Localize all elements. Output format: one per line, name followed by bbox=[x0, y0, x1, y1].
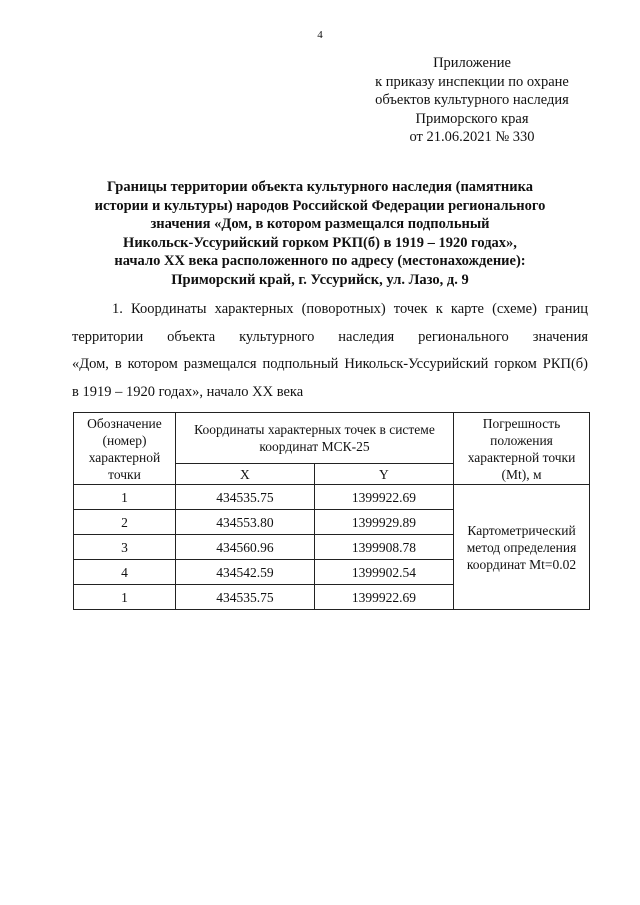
page-number: 4 bbox=[317, 29, 323, 41]
document-heading bbox=[60, 178, 580, 289]
paragraph-line: в 1919 – 1920 годах», начало XX века bbox=[72, 383, 304, 400]
appendix-line: к приказу инспекции по охране bbox=[375, 73, 569, 90]
heading-line: Границы территории объекта культурного наследия (памятника bbox=[106, 179, 533, 195]
cell-x: 434535.75 bbox=[175, 485, 314, 510]
body-paragraph bbox=[72, 296, 588, 406]
cell-y: 1399929.89 bbox=[314, 510, 453, 535]
cell-y: 1399902.54 bbox=[314, 560, 453, 585]
table-header-row bbox=[74, 413, 590, 464]
coordinates-table bbox=[73, 412, 590, 610]
heading-line: истории и культуры) народов Российской Федерации регионального bbox=[94, 197, 546, 214]
header-coordinates: Координаты характерных точек в системе координат МСК-25 bbox=[175, 413, 453, 464]
cell-y: 1399922.69 bbox=[314, 585, 453, 610]
paragraph-line: 1. Координаты характерных (поворотных) точек к карте (схеме) границ bbox=[112, 301, 588, 317]
cell-point: 1 bbox=[74, 485, 176, 510]
cell-point: 3 bbox=[74, 535, 176, 560]
cell-x: 434553.80 bbox=[175, 510, 314, 535]
header-x: X bbox=[175, 464, 314, 485]
appendix-line: Приморского края bbox=[415, 110, 529, 127]
paragraph-line: «Дом, в котором размещался подпольный Никольск-Уссурийский горком РКП(б) bbox=[72, 356, 588, 372]
cell-y: 1399922.69 bbox=[314, 485, 453, 510]
cell-y: 1399908.78 bbox=[314, 535, 453, 560]
appendix-line: объектов культурного наследия bbox=[375, 92, 569, 108]
appendix-block bbox=[350, 54, 594, 147]
cell-point: 2 bbox=[74, 510, 176, 535]
header-position-error: Погрешность положения характерной точки (Mt), м bbox=[454, 413, 590, 485]
cell-x: 434542.59 bbox=[175, 560, 314, 585]
heading-line: значения «Дом, в котором размещался подпольный bbox=[150, 216, 490, 232]
cell-x: 434560.96 bbox=[175, 535, 314, 560]
table-row bbox=[74, 485, 590, 510]
cell-point: 1 bbox=[74, 585, 176, 610]
heading-line: начало XX века расположенного по адресу (местонахождение): bbox=[114, 253, 526, 269]
header-point-designation: Обозначение (номер) характерной точки bbox=[74, 413, 176, 485]
appendix-line: Приложение bbox=[433, 55, 511, 71]
header-y: Y bbox=[314, 464, 453, 485]
heading-line: Приморский край, г. Уссурийск, ул. Лазо, д. 9 bbox=[171, 271, 469, 288]
cell-position-error: Картометрический метод определения координат Mt=0.02 bbox=[454, 485, 590, 610]
cell-point: 4 bbox=[74, 560, 176, 585]
paragraph-line: территории объекта культурного наследия регионального значения bbox=[72, 328, 588, 345]
cell-x: 434535.75 bbox=[175, 585, 314, 610]
appendix-line: от 21.06.2021 № 330 bbox=[409, 129, 535, 145]
heading-line: Никольск-Уссурийский горком РКП(б) в 1919 – 1920 годах», bbox=[123, 234, 517, 251]
